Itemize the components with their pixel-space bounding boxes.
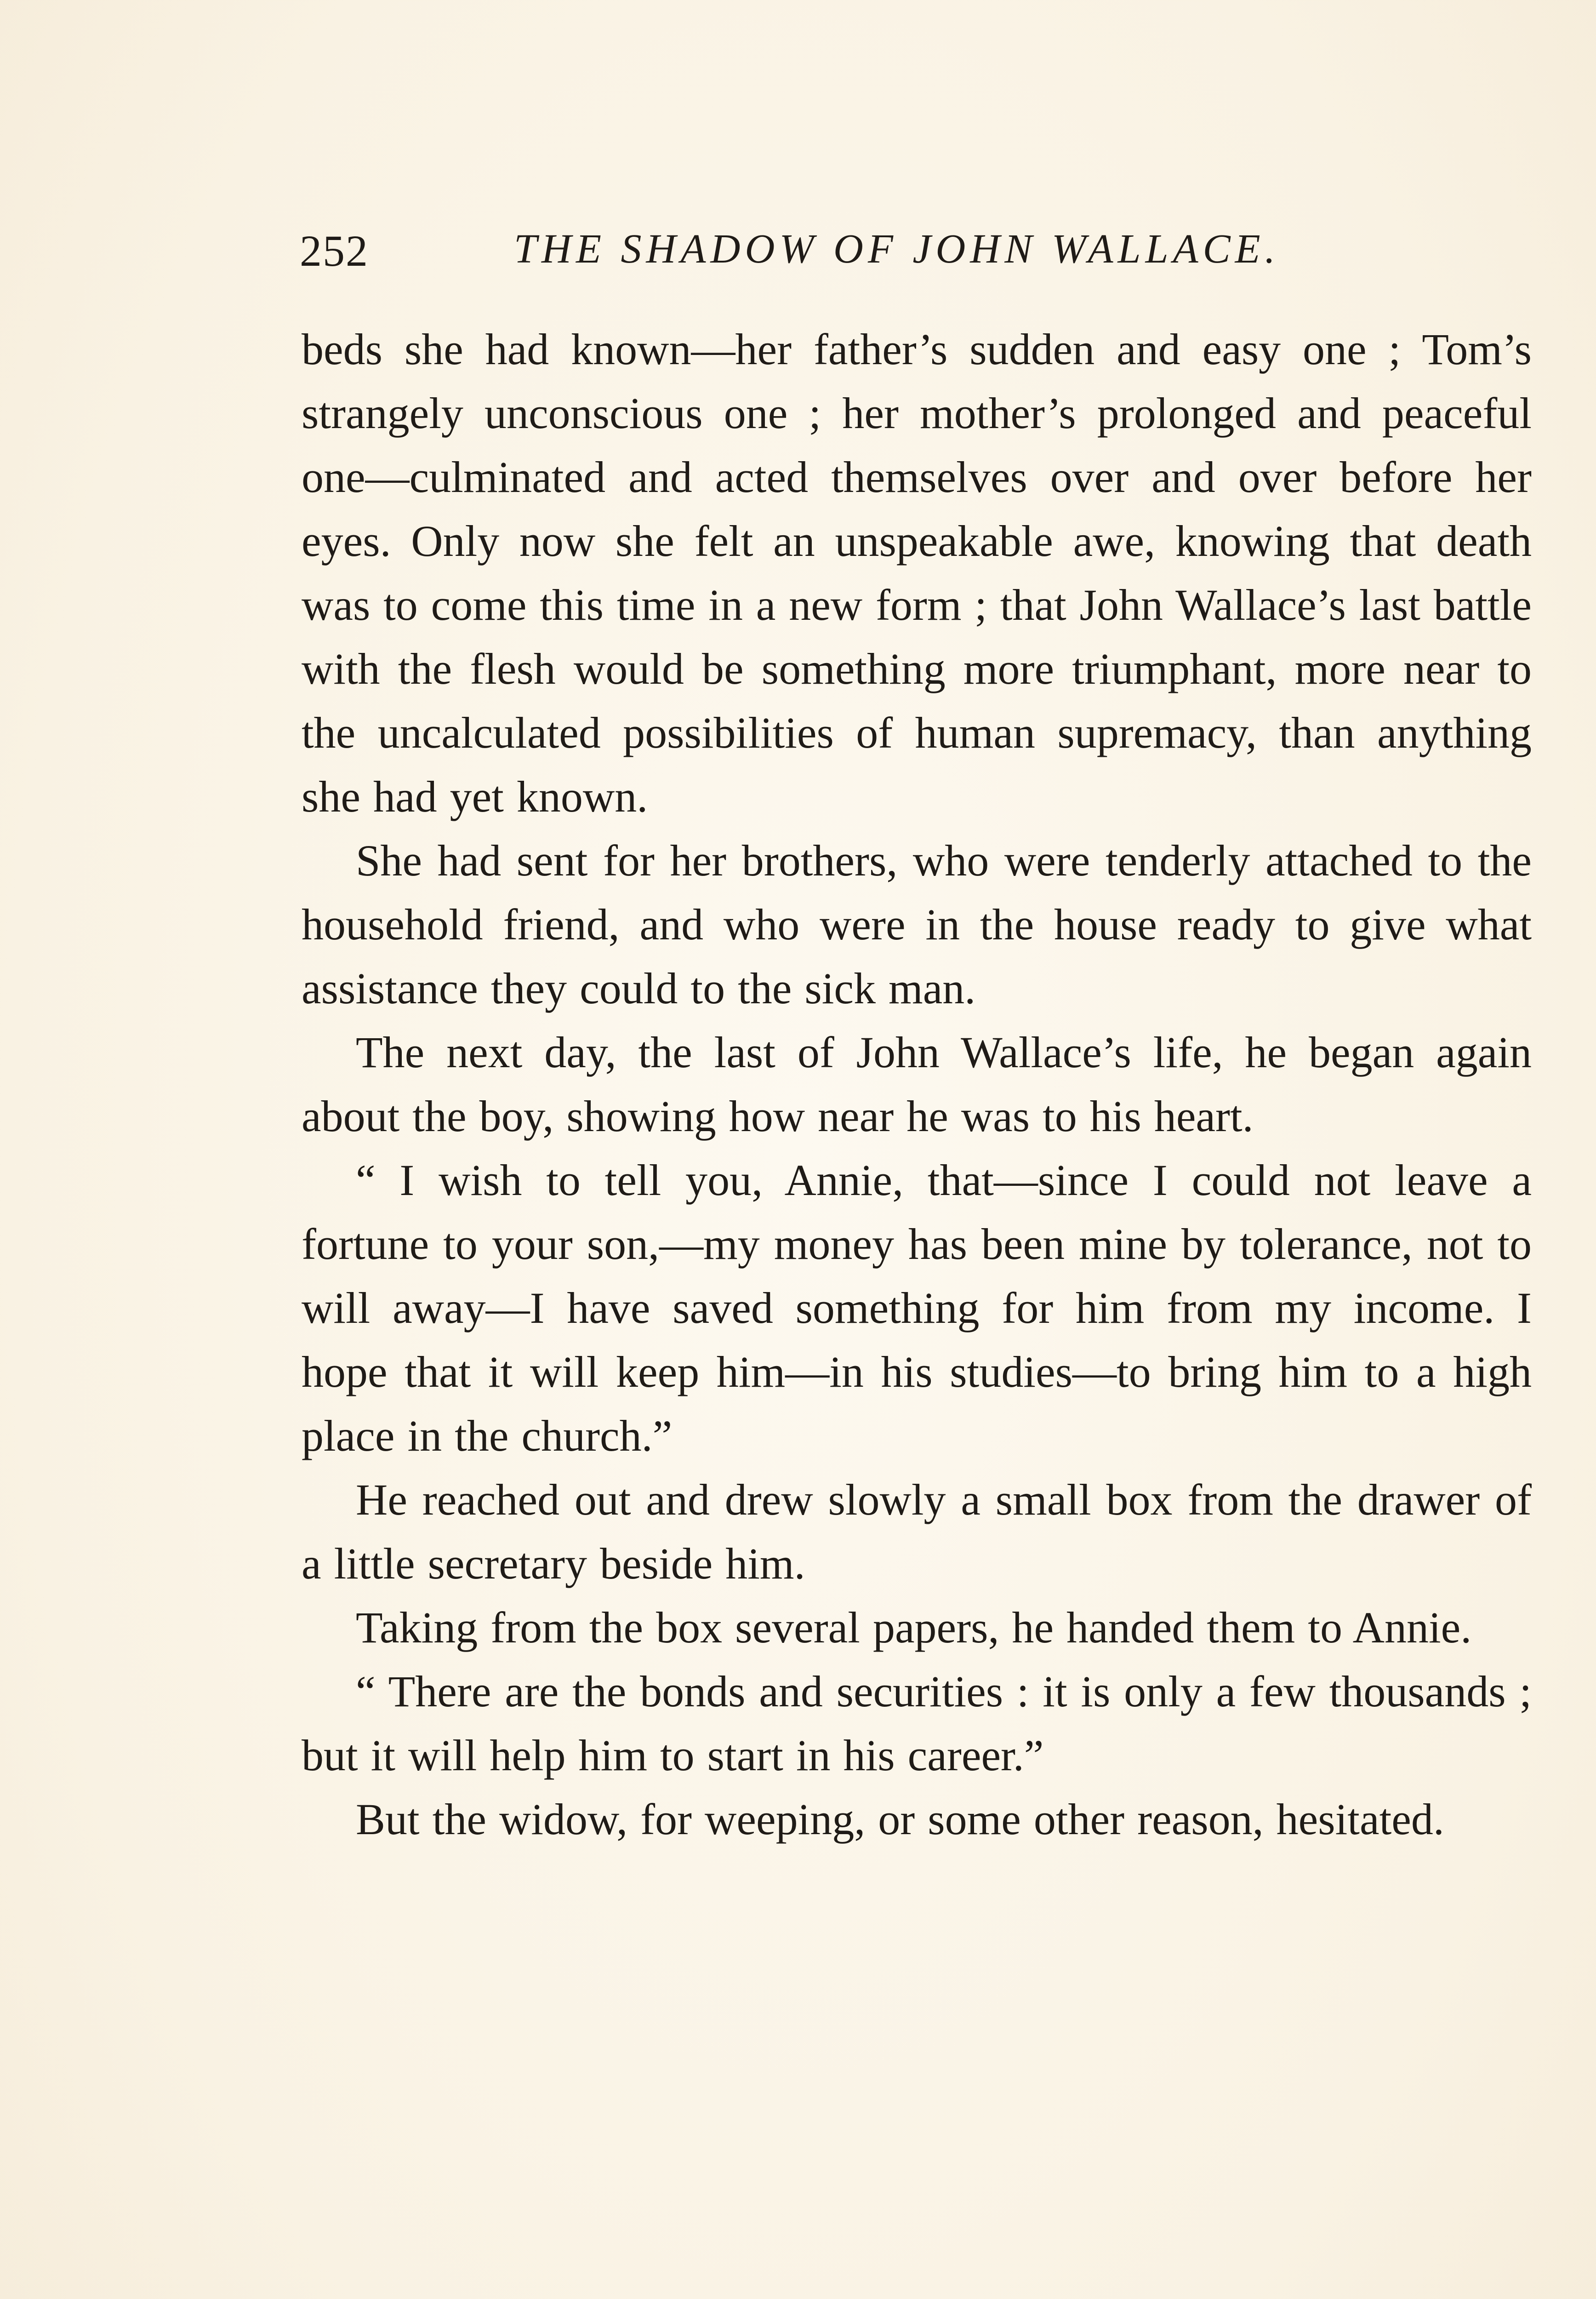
- paragraph-2: She had sent for her brothers, who were tenderly attached to the household friend, and who were in the house ready to give what assistance they could to the sick man.: [302, 836, 1532, 1013]
- page-number: 252: [300, 226, 369, 275]
- paragraph-8: But the widow, for weeping, or some other reason, hesitated.: [356, 1795, 1444, 1844]
- paragraph-4: “ I wish to tell you, Annie, that—since I could not leave a fortune to your son,—my money has been mine by tolerance, not to will away—I have saved something for him from my income. I hope that it will keep him—in his studies—to bring him to a high place in the church.”: [302, 1155, 1532, 1460]
- paragraph-1: beds she had known—her father’s sudden and easy one ; Tom’s strangely unconscious one ; her mother’s prolonged and peaceful one—culminated and acted themselves over and over before her eyes. Only now she felt an unspeakable awe, knowing that death was to come this time in a new form ; that John Wallace’s last battle with the flesh would be something more triumphant, more near to the uncalculated possibilities of human supremacy, than anything she had yet known.: [302, 325, 1532, 821]
- running-title: THE SHADOW OF JOHN WALLACE.: [514, 226, 1280, 272]
- paragraph-7: “ There are the bonds and securities : it is only a few thousands ; but it will help him to start in his career.”: [302, 1667, 1532, 1780]
- body-text: [302, 317, 1532, 1851]
- paragraph-5: He reached out and drew slowly a small box from the drawer of a little secretary beside him.: [302, 1475, 1532, 1588]
- paragraph-3: The next day, the last of John Wallace’s life, he began again about the boy, showing how near he was to his heart.: [302, 1028, 1532, 1141]
- paragraph-6: Taking from the box several papers, he handed them to Annie.: [356, 1603, 1472, 1652]
- running-head: [300, 221, 1315, 285]
